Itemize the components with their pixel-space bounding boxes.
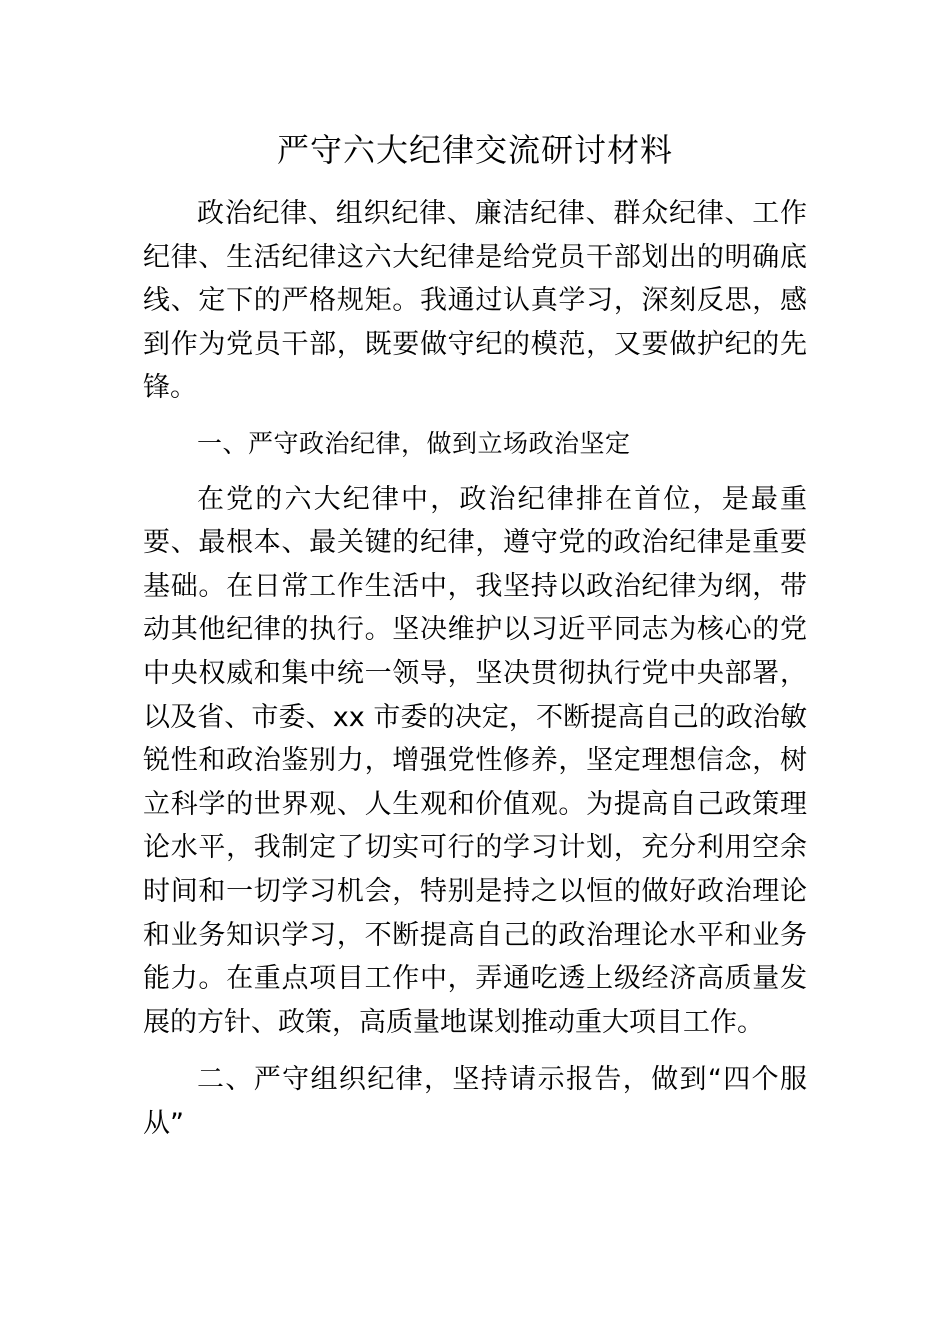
section-2-heading: 二、严守组织纪律，坚持请示报告，做到“四个服从” — [143, 1064, 807, 1139]
section-1-paragraph: 在党的六大纪律中，政治纪律排在首位，是最重要、最根本、最关键的纪律，遵守党的政治纪律是重要基础。在日常工作生活中，我坚持以政治纪律为纲，带动其他纪律的执行。坚决维护以习近平同志为核心的党中央权威和集中统一领导，坚决贯彻执行党中央部署，以及省、市委、xx 市委的决定，不断提高自己的政治敏锐性和政治鉴别力，增强党性修养，坚定理想信念，树立科学的世界观、人生观和价值观。为提高自己政策理论水平，我制定了切实可行的学习计划，充分利用空余时间和一切学习机会，特别是持之以恒的做好政治理论和业务知识学习，不断提高自己的政治理论水平和业务能力。在重点项目工作中，弄通吃透上级经济高质量发展的方针、政策，高质量地谋划推动重大项目工作。 — [143, 483, 807, 1038]
document-title: 严守六大纪律交流研讨材料 — [276, 131, 673, 169]
intro-paragraph: 政治纪律、组织纪律、廉洁纪律、群众纪律、工作纪律、生活纪律这六大纪律是给党员干部划出的明确底线、定下的严格规矩。我通过认真学习，深刻反思，感到作为党员干部，既要做守纪的模范，又要做护纪的先锋。 — [143, 198, 807, 404]
section-1-heading: 一、严守政治纪律，做到立场政治坚定 — [197, 428, 631, 458]
document-page — [143, 128, 807, 1145]
